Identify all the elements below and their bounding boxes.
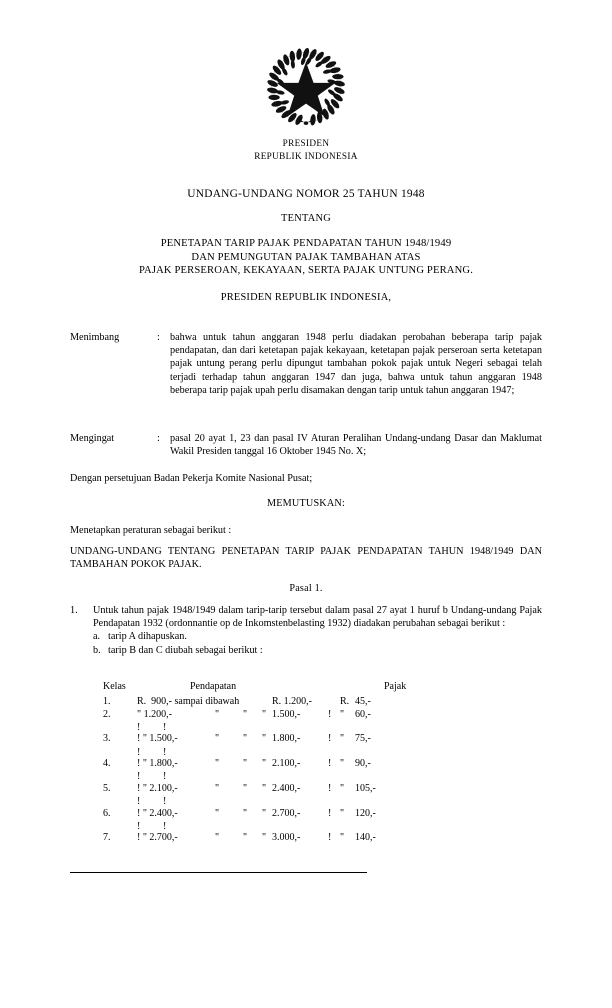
dengan-persetujuan-line: Dengan persetujuan Badan Pekerja Komite Nasional Pusat; xyxy=(70,473,313,484)
cell-pajak-currency: " xyxy=(340,758,345,770)
cell-ditto-1: " xyxy=(215,832,220,844)
cell-pendapatan-to: 2.400,- xyxy=(272,782,301,794)
menimbang-colon: : xyxy=(157,332,160,343)
cell-pendapatan-to: 2.700,- xyxy=(272,807,301,819)
header-republik-indonesia-label: REPUBLIK INDONESIA xyxy=(254,150,358,161)
table-row xyxy=(103,709,523,722)
menetapkan-line: Menetapkan peraturan sebagai berikut : xyxy=(70,525,232,536)
cell-pendapatan-from: ! " 1.500,- xyxy=(137,733,178,745)
table-row xyxy=(103,733,523,746)
title-subject xyxy=(0,237,612,278)
table-row-tick-marks xyxy=(103,722,523,734)
tick-mark-2: ! xyxy=(163,746,167,758)
cell-pajak-currency: " xyxy=(340,733,345,745)
table-row-tick-marks xyxy=(103,771,523,783)
sub-item-b-text: tarip B dan C diubah sebagai berikut : xyxy=(108,644,263,656)
column-header-pajak: Pajak xyxy=(384,681,407,692)
presiden-republik-indonesia-line: PRESIDEN REPUBLIK INDONESIA, xyxy=(220,292,392,303)
cell-pajak-currency: " xyxy=(340,807,345,819)
mengingat-text: pasal 20 ayat 1, 23 dan pasal IV Aturan Peralihan Undang-undang Dasar dan Maklumat Wakil Presiden tanggal 16 Oktober 1945 No. X; xyxy=(170,433,542,458)
cell-pajak-currency: " xyxy=(340,832,345,844)
cell-pajak-mark: ! xyxy=(328,733,332,745)
tick-mark-1: ! xyxy=(137,771,141,783)
pasal-1-heading: Pasal 1. xyxy=(289,583,323,594)
title-tentang-label: TENTANG xyxy=(281,213,331,224)
tariff-table xyxy=(103,681,523,845)
cell-pendapatan-from: " 1.200,- xyxy=(137,708,172,720)
cell-ditto-3: " xyxy=(262,832,267,844)
cell-pajak-amount: 120,- xyxy=(355,807,376,819)
menimbang-label: Menimbang xyxy=(70,332,120,343)
cell-pajak-currency: " xyxy=(340,708,345,720)
emblem-container xyxy=(0,44,612,135)
tariff-table-body xyxy=(103,696,523,846)
cell-pendapatan-to: 3.000,- xyxy=(272,832,301,844)
table-row xyxy=(103,832,523,845)
cell-ditto-3: " xyxy=(262,708,267,720)
menimbang-clause xyxy=(70,331,542,397)
mengingat-label: Mengingat xyxy=(70,433,115,444)
article-1-number: 1. xyxy=(70,605,78,616)
cell-pajak-amount: 75,- xyxy=(355,733,371,745)
cell-kelas: 4. xyxy=(103,758,111,770)
garuda-star-wreath-emblem-icon xyxy=(263,44,349,130)
sub-item-a-marker: a. xyxy=(93,631,101,643)
tariff-table-header-row xyxy=(103,681,523,695)
title-subject-line-1: PENETAPAN TARIP PAJAK PENDAPATAN TAHUN 1948/1949 xyxy=(160,238,452,249)
header-presiden-label: PRESIDEN xyxy=(282,138,330,148)
cell-ditto-1: " xyxy=(215,807,220,819)
cell-pendapatan-to: 1.800,- xyxy=(272,733,301,745)
cell-pajak-mark: ! xyxy=(328,708,332,720)
cell-ditto-1: " xyxy=(215,733,220,745)
cell-pajak-currency: R. xyxy=(340,695,350,707)
sub-item-a-text: tarip A dihapuskan. xyxy=(108,631,187,643)
cell-ditto-3: " xyxy=(262,733,267,745)
cell-kelas: 3. xyxy=(103,733,111,745)
column-header-pendapatan: Pendapatan xyxy=(190,681,237,692)
sub-item-b-marker: b. xyxy=(93,644,101,656)
cell-ditto-2: " xyxy=(243,758,248,770)
cell-pajak-mark: ! xyxy=(328,782,332,794)
cell-kelas: 7. xyxy=(103,832,111,844)
cell-ditto-2: " xyxy=(243,832,248,844)
header-caption xyxy=(0,137,612,162)
article-1-sub-item-a xyxy=(93,630,542,643)
cell-pendapatan-from: R. 900,- sampai dibawah xyxy=(137,695,240,707)
cell-ditto-2: " xyxy=(243,807,248,819)
cell-pajak-currency: " xyxy=(340,782,345,794)
cell-ditto-3: " xyxy=(262,758,267,770)
page-title: UNDANG-UNDANG NOMOR 25 TAHUN 1948 xyxy=(187,188,425,200)
tick-mark-2: ! xyxy=(163,820,167,832)
cell-pendapatan-from: ! " 2.100,- xyxy=(137,782,178,794)
cell-ditto-2: " xyxy=(243,782,248,794)
tick-mark-2: ! xyxy=(163,796,167,808)
table-row-tick-marks xyxy=(103,821,523,833)
title-subject-line-2: DAN PEMUNGUTAN PAJAK TAMBAHAN ATAS xyxy=(191,251,421,263)
table-row xyxy=(103,783,523,796)
cell-ditto-2: " xyxy=(243,733,248,745)
cell-ditto-1: " xyxy=(215,708,220,720)
tick-mark-1: ! xyxy=(137,820,141,832)
cell-pendapatan-from: ! " 2.700,- xyxy=(137,832,178,844)
table-row-tick-marks xyxy=(103,747,523,759)
cell-pendapatan-to: R. 1.200,- xyxy=(272,695,312,707)
tick-mark-1: ! xyxy=(137,746,141,758)
title-subject-line-3: PAJAK PERSEROAN, KEKAYAAN, SERTA PAJAK UNTUNG PERANG. xyxy=(138,265,474,277)
article-1-sub-item-b xyxy=(93,644,542,657)
tick-mark-2: ! xyxy=(163,721,167,733)
table-row-tick-marks xyxy=(103,796,523,808)
cell-ditto-2: " xyxy=(243,708,248,720)
cell-pendapatan-from: ! " 1.800,- xyxy=(137,758,178,770)
cell-kelas: 2. xyxy=(103,708,111,720)
document-title-block xyxy=(0,188,612,278)
decision-title: UNDANG-UNDANG TENTANG PENETAPAN TARIP PAJAK PENDAPATAN TAHUN 1948/1949 DAN TAMBAHAN POKOK PAJAK. xyxy=(70,546,542,571)
bottom-horizontal-rule xyxy=(70,872,367,873)
cell-pajak-amount: 105,- xyxy=(355,782,376,794)
article-1-body xyxy=(93,604,542,657)
table-row xyxy=(103,808,523,821)
cell-pajak-amount: 90,- xyxy=(355,758,371,770)
cell-pajak-mark: ! xyxy=(328,832,332,844)
cell-pajak-amount: 45,- xyxy=(355,695,371,707)
cell-kelas: 5. xyxy=(103,782,111,794)
cell-ditto-1: " xyxy=(215,758,220,770)
cell-pendapatan-to: 1.500,- xyxy=(272,708,301,720)
article-1-paragraph: Untuk tahun pajak 1948/1949 dalam tarip-tarip tersebut dalam pasal 27 ayat 1 huruf b Undang-undang Pajak Pendapatan 1932 (ordonnantie op de Inkomstenbelasting 1932) diadakan perubahan sebagai berikut : xyxy=(93,605,542,630)
cell-pendapatan-to: 2.100,- xyxy=(272,758,301,770)
cell-pendapatan-from: ! " 2.400,- xyxy=(137,807,178,819)
cell-pajak-mark: ! xyxy=(328,758,332,770)
cell-kelas: 6. xyxy=(103,807,111,819)
column-header-kelas: Kelas xyxy=(103,681,126,692)
table-row xyxy=(103,758,523,771)
tick-mark-2: ! xyxy=(163,771,167,783)
table-row xyxy=(103,696,523,709)
memutuskan-heading: MEMUTUSKAN: xyxy=(266,498,346,509)
menimbang-text: bahwa untuk tahun anggaran 1948 perlu diadakan perobahan beberapa tarip pajak pendapatan, dan dari ketetapan pajak kekayaan, ketetapan pajak perseroan serta ketetapan pajak untung perang perlu dipungut tambahan pokok pajak untuk Negeri sebagai telah terjadi terhadap tahun anggaran 1947 dan juga, bahwa untuk tahun anggaran 1948 beberapa tarip pajak upah perlu disamakan dengan tarip untuk tahun anggaran 1947; xyxy=(170,332,542,396)
cell-kelas: 1. xyxy=(103,695,111,707)
mengingat-colon: : xyxy=(157,433,160,444)
cell-ditto-1: " xyxy=(215,782,220,794)
cell-ditto-3: " xyxy=(262,807,267,819)
cell-pajak-amount: 60,- xyxy=(355,708,371,720)
article-1 xyxy=(70,604,542,657)
mengingat-clause xyxy=(70,432,542,458)
cell-pajak-mark: ! xyxy=(328,807,332,819)
tick-mark-1: ! xyxy=(137,721,141,733)
cell-pajak-amount: 140,- xyxy=(355,832,376,844)
tick-mark-1: ! xyxy=(137,796,141,808)
cell-ditto-3: " xyxy=(262,782,267,794)
